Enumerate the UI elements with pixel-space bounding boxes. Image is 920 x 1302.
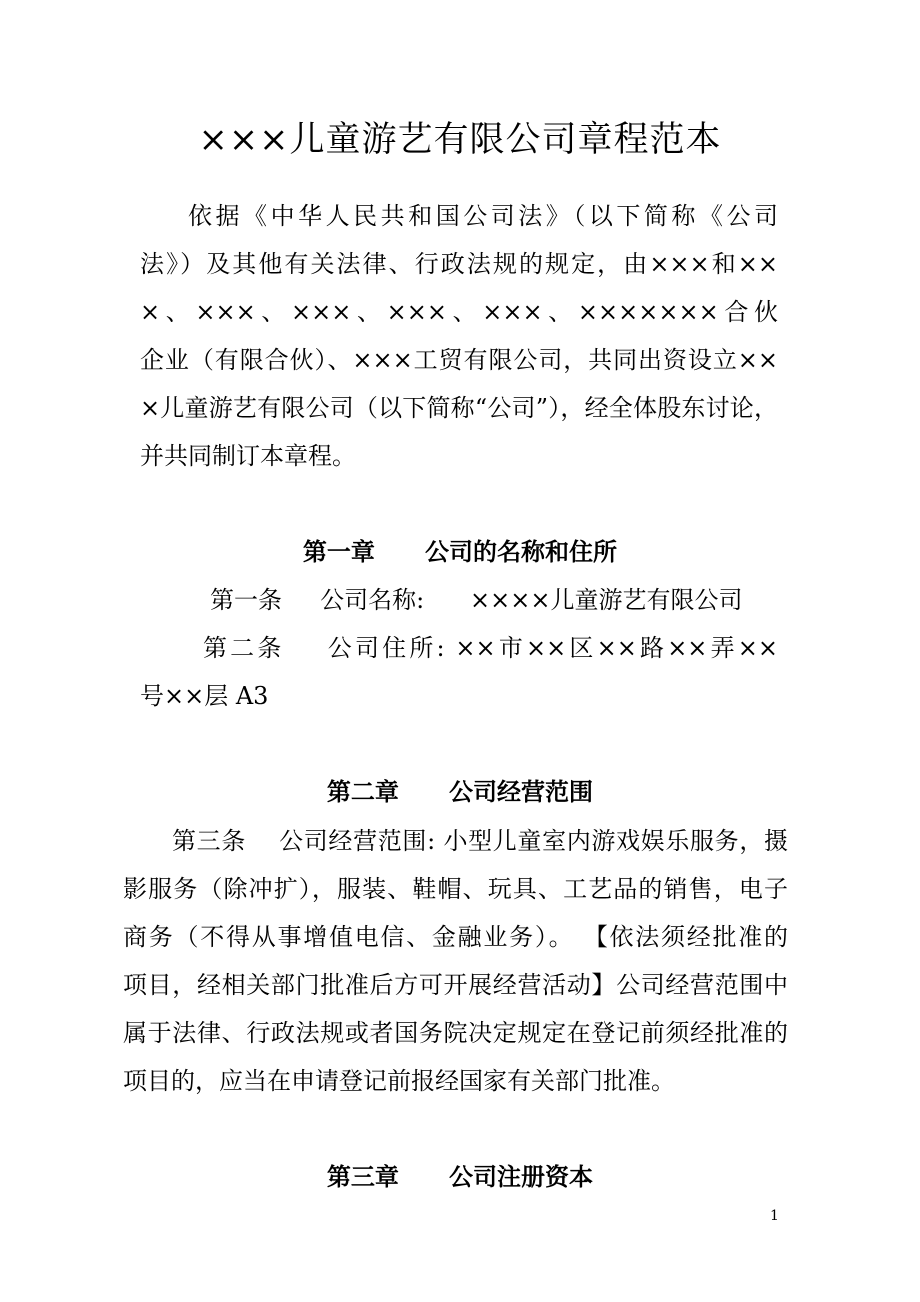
article-3-scope-line: 项目的，应当在申请登记前报经国家有关部门批准。 [123, 1067, 675, 1095]
preamble-line: 并共同制订本章程。 [140, 442, 356, 470]
article-2-address-line: 第二条 公司住所: ××市××区××路××弄×× [203, 634, 778, 662]
preamble-line: 企业（有限合伙）、×××工贸有限公司，共同出资设立×× [140, 346, 778, 374]
article-2-address-line: 号××层 A3 [140, 682, 269, 710]
preamble-line: 法》）及其他有关法律、行政法规的规定，由×××和×× [140, 250, 778, 278]
article-3-scope-line: 第三条 公司经营范围: 小型儿童室内游戏娱乐服务，摄 [172, 827, 788, 855]
article-3-scope-line: 影服务（除冲扩），服装、鞋帽、玩具、工艺品的销售，电子 [123, 875, 788, 903]
chapter-3-heading: 第三章 公司注册资本 [326, 1162, 594, 1191]
chapter-2-heading: 第二章 公司经营范围 [326, 777, 594, 806]
chapter-1-heading: 第一章 公司的名称和住所 [302, 537, 618, 566]
article-3-scope-line: 项目，经相关部门批准后方可开展经营活动】公司经营范围中 [123, 971, 788, 999]
preamble-line: 依据《中华人民共和国公司法》（以下简称《公司 [188, 202, 778, 230]
article-3-scope-line: 属于法律、行政法规或者国务院决定规定在登记前须经批准的 [123, 1019, 788, 1047]
document-title: ×××儿童游艺有限公司章程范本 [198, 120, 722, 160]
preamble-line: ×儿童游艺有限公司（以下简称“公司”），经全体股东讨论， [140, 394, 778, 422]
preamble-line: ×、×××、×××、×××、×××、×××××××合伙 [140, 298, 778, 326]
article-3-scope-line: 商务（不得从事增值电信、金融业务）。 【依法须经批准的 [123, 923, 788, 951]
page-number: 1 [770, 1208, 779, 1224]
article-1-company-name: 第一条 公司名称: ××××儿童游艺有限公司 [210, 586, 743, 614]
